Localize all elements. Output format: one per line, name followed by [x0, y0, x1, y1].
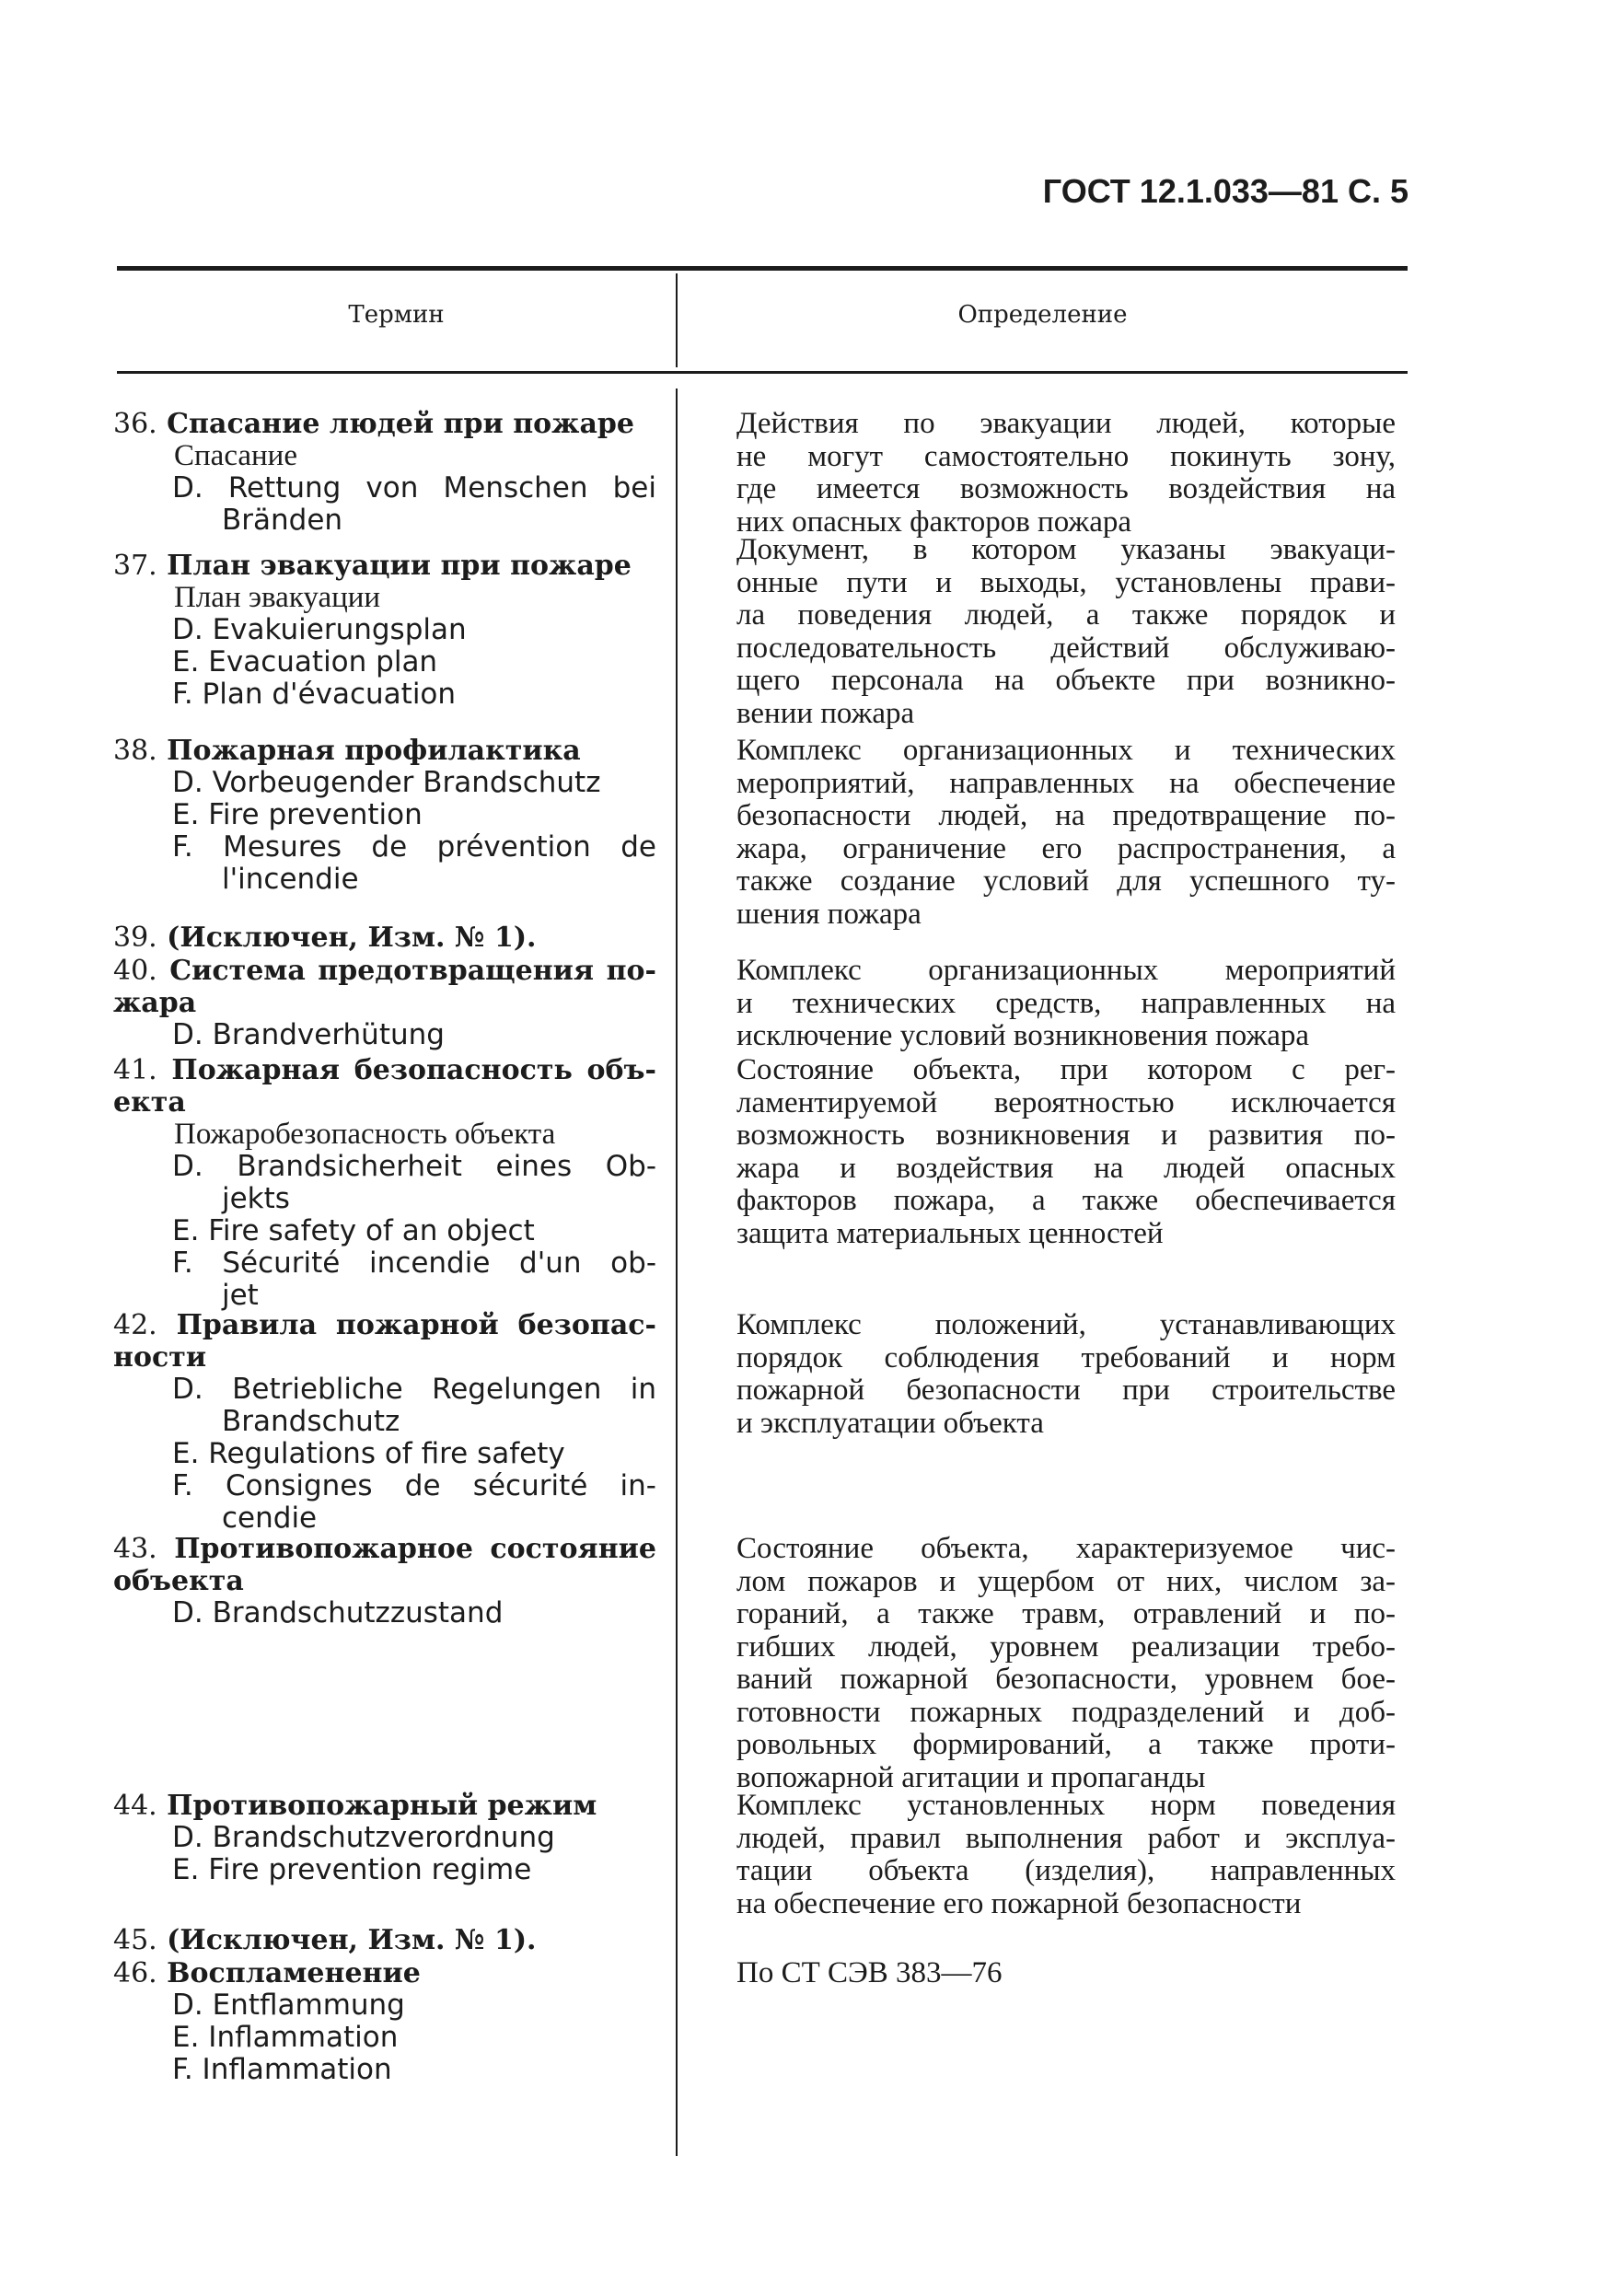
definition-line: ла поведения людей, а также порядок и [736, 598, 1396, 632]
term-translation: F. Mesures de prévention de [172, 830, 656, 864]
term-name: Спасание людей при пожаре [167, 408, 634, 440]
term-synonym: План эвакуации [174, 581, 381, 614]
definition-line: и технических средств, направленных на [736, 986, 1396, 1020]
definition-line: мероприятий, направленных на обеспечение [736, 766, 1396, 800]
term-translation: D. Vorbeugender Brandschutz [172, 766, 601, 799]
term-translation: D. Entflammung [172, 1989, 405, 2022]
definition-line: Комплекс установленных норм поведения [736, 1789, 1396, 1822]
definition-line: жара, ограничение его распространения, а [736, 831, 1396, 865]
term-number: 44. [113, 1790, 157, 1822]
definition-line: лом пожаров и ущербом от них, числом за- [736, 1564, 1396, 1598]
definition-entry [736, 534, 1396, 730]
term-translation: E. Evacuation plan [172, 645, 438, 678]
term-heading [113, 1924, 656, 1956]
definition-line: возможность возникновения и развития по- [736, 1119, 1396, 1152]
definition-line: на обеспечение его пожарной безопасности [736, 1886, 1302, 1920]
term-heading [113, 1790, 656, 1822]
definition-line: факторов пожара, а также обеспечивается [736, 1184, 1396, 1217]
term-heading [113, 1957, 656, 1989]
term-translation: D. Brandsicherheit eines Ob- [172, 1150, 656, 1183]
term-number: 42. [113, 1309, 157, 1341]
term-translation: F. Sécurité incendie d'un ob- [172, 1247, 656, 1280]
term-entry [113, 1957, 656, 2086]
column-header-term: Термин [348, 301, 445, 329]
term-entry [113, 1309, 656, 1535]
term-heading [113, 408, 656, 440]
definition-entry [736, 1533, 1396, 1794]
term-translation-continued: cendie [222, 1502, 318, 1535]
definition-line: тации объекта (изделия), направленных [736, 1854, 1396, 1887]
definition-line: Действия по эвакуации людей, которые [736, 407, 1396, 440]
term-entry [113, 735, 656, 896]
term-translation: D. Betriebliche Regelungen in [172, 1373, 656, 1406]
term-translation: D. Brandverhütung [172, 1018, 445, 1051]
term-translation: F. Consignes de sécurité in- [172, 1469, 656, 1502]
definition-line: гораний, а также травм, отравлений и по- [736, 1597, 1396, 1630]
term-translation: D. Brandschutzverordnung [172, 1821, 555, 1854]
term-translation-continued: jekts [222, 1182, 290, 1215]
table-header-rule [117, 371, 1408, 374]
definition-line: ваний пожарной безопасности, уровнем бое- [736, 1663, 1396, 1696]
term-heading [113, 922, 656, 954]
definition-line: последовательность действий обслуживаю- [736, 631, 1396, 665]
definition-line: защита материальных ценностей [736, 1216, 1164, 1250]
definition-line: и эксплуатации объекта [736, 1406, 1044, 1440]
term-name: Пожарная профилактика [167, 735, 581, 767]
definition-entry [736, 1309, 1396, 1440]
term-heading [113, 1054, 656, 1086]
term-name: Пожарная безопасность объ- [171, 1054, 656, 1086]
definition-entry [736, 955, 1396, 1053]
term-translation-continued: jet [222, 1279, 259, 1312]
body-column-separator [676, 388, 678, 2156]
term-number: 43. [113, 1533, 157, 1565]
definition-line: вопожарной агитации и пропаганды [736, 1760, 1206, 1794]
term-translation: D. Evakuierungsplan [172, 613, 467, 646]
definition-line: не могут самостоятельно покинуть зону, [736, 439, 1396, 473]
definition-line: безопасности людей, на предотвращение по- [736, 799, 1396, 832]
term-number: 40. [113, 955, 157, 987]
definition-line: онные пути и выходы, установлены прави- [736, 565, 1396, 599]
term-name: План эвакуации при пожаре [167, 550, 632, 582]
definition-entry [736, 1790, 1396, 1920]
term-translation: E. Fire prevention regime [172, 1853, 532, 1886]
term-heading [113, 1309, 656, 1341]
term-entry [113, 955, 656, 1051]
term-entry [113, 922, 656, 954]
definition-line: вении пожара [736, 696, 915, 730]
definition-line: шения пожара [736, 897, 922, 931]
term-entry [113, 1533, 656, 1629]
term-translation: F. Plan d'évacuation [172, 678, 457, 711]
term-number: 37. [113, 550, 157, 582]
definition-line: них опасных факторов пожара [736, 504, 1131, 539]
column-header-definition: Определение [957, 301, 1128, 329]
term-entry [113, 550, 656, 711]
definition-line: порядок соблюдения требований и норм [736, 1340, 1396, 1374]
table-top-rule [117, 266, 1408, 271]
definition-line: Документ, в котором указаны эвакуаци- [736, 533, 1396, 566]
definition-line: щего персонала на объекте при возникно- [736, 664, 1396, 697]
term-number: 46. [113, 1957, 157, 1989]
term-translation-continued: Bränden [222, 504, 343, 537]
definition-line: готовности пожарных подразделений и доб- [736, 1695, 1396, 1729]
term-name: Воспламенение [167, 1957, 421, 1989]
term-number: 45. [113, 1924, 157, 1956]
term-name: Система предотвращения по- [169, 955, 656, 987]
definition-line: Комплекс положений, устанавливающих [736, 1308, 1396, 1341]
term-heading-continued: жара [113, 987, 197, 1019]
definition-line: жара и воздействия на людей опасных [736, 1151, 1396, 1185]
definition-line: ровольных формирований, а также проти- [736, 1728, 1396, 1761]
definition-line: Состояние объекта, при котором с рег- [736, 1053, 1396, 1086]
term-translation: E. Fire prevention [172, 798, 423, 831]
definition-entry [736, 1054, 1396, 1250]
term-translation: D. Rettung von Menschen bei [172, 471, 656, 504]
definition-entry [736, 735, 1396, 931]
term-heading [113, 1533, 656, 1565]
term-translation: F. Inflammation [172, 2053, 392, 2086]
term-name: (Исключен, Изм. № 1). [167, 922, 537, 954]
definition-line: пожарной безопасности при строительстве [736, 1374, 1396, 1407]
definition-line: По СТ СЭВ 383—76 [736, 1956, 1003, 1989]
term-heading [113, 550, 656, 582]
term-translation: E. Fire safety of an object [172, 1214, 535, 1247]
term-heading-continued: ности [113, 1341, 207, 1374]
term-heading-continued: екта [113, 1086, 186, 1119]
term-translation: E. Inflammation [172, 2021, 399, 2054]
term-number: 36. [113, 408, 157, 440]
page-header: ГОСТ 12.1.033—81 С. 5 [1042, 172, 1409, 210]
definition-line: Комплекс организационных и технических [736, 734, 1396, 767]
term-name: Противопожарное состояние [174, 1533, 656, 1565]
term-entry [113, 1924, 656, 1956]
term-translation: E. Regulations of fire safety [172, 1437, 565, 1470]
definition-line: ламентируемой вероятностью исключается [736, 1085, 1396, 1119]
definition-line: исключение условий возникновения пожара [736, 1019, 1310, 1052]
definition-line: также создание условий для успешного ту- [736, 864, 1396, 898]
term-heading [113, 735, 656, 767]
term-translation: D. Brandschutzzustand [172, 1596, 504, 1629]
definition-line: гибших людей, уровнем реализации требо- [736, 1629, 1396, 1664]
definition-entry [736, 1957, 1396, 1990]
term-entry [113, 1054, 656, 1312]
definition-entry [736, 408, 1396, 539]
definition-line: Комплекс организационных мероприятий [736, 954, 1396, 987]
definition-line: где имеется возможность воздействия на [736, 472, 1396, 505]
term-name: Правила пожарной безопас- [176, 1309, 656, 1341]
term-synonym: Спасание [174, 439, 297, 472]
term-heading [113, 955, 656, 987]
term-translation-continued: l'incendie [222, 863, 359, 896]
term-entry [113, 408, 656, 537]
term-entry [113, 1790, 656, 1886]
term-name: Противопожарный режим [167, 1790, 597, 1822]
definition-line: людей, правил выполнения работ и эксплуа- [736, 1821, 1396, 1855]
term-name: (Исключен, Изм. № 1). [167, 1924, 537, 1956]
term-synonym: Пожаробезопасность объекта [174, 1118, 556, 1151]
term-number: 41. [113, 1054, 157, 1086]
term-number: 38. [113, 735, 157, 767]
definition-line: Состояние объекта, характеризуемое чис- [736, 1532, 1396, 1565]
term-heading-continued: объекта [113, 1565, 244, 1597]
term-translation-continued: Brandschutz [222, 1405, 400, 1438]
term-number: 39. [113, 922, 157, 954]
